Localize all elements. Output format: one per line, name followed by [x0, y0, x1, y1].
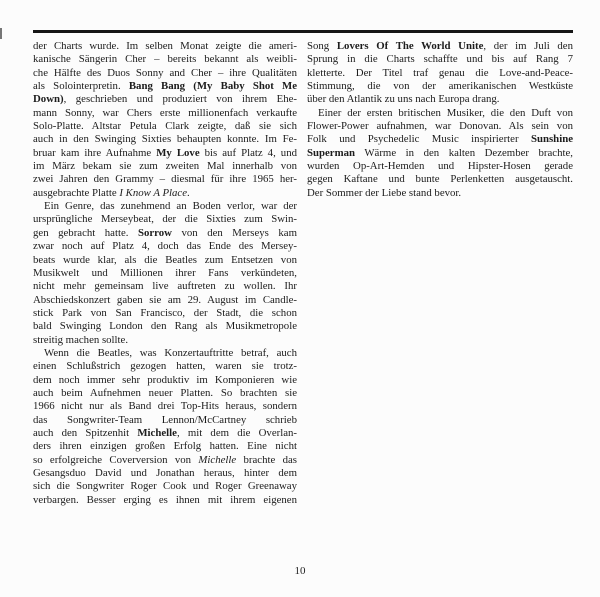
text-line: Wenn die Beatles, was Konzertauftritte betraf, auch: [44, 346, 297, 359]
text-line: kanische Sängerin Cher – bereits bekannt als weibli-: [33, 53, 297, 66]
text-column-right: [307, 40, 573, 200]
scan-artifact-left-edge: [0, 28, 2, 39]
text-column-left: [33, 40, 297, 507]
text-line: gegen Kaftane und bunte Perlenketten ausgetauscht.: [307, 173, 573, 186]
text-line: Abschiedskonzert gaben sie am 29. August im Candle-: [33, 293, 297, 306]
text-line: Einer der ersten britischen Musiker, die den Duft von: [318, 106, 573, 119]
text-line: Stimmung, die von der amerikanischen Westküste: [307, 80, 573, 93]
text-line: im März bekam sie zum zweiten Mal innerhalb von: [33, 160, 297, 173]
text-line: ursprüngliche Merseybeat, der die Sixties zum Swin-: [33, 213, 297, 226]
text-line: über den Atlantik zu uns nach Europa drang.: [307, 93, 500, 106]
text-line: che Hälfte des Duos Sonny and Cher – ihre Qualitäten: [33, 66, 297, 79]
text-line: nicht mehr gemeinsam live auftreten zu wollen. Ihr: [33, 280, 297, 293]
text-line: als Solointerpretin. Bang Bang (My Baby Shot Me: [33, 80, 297, 93]
text-line: 1966 nicht nur als Band drei Top-Hits heraus, sondern: [33, 400, 297, 413]
text-line: Song Lovers Of The World Unite, der im Juli den: [307, 40, 573, 52]
text-line: das Songwriter-Team Lennon/McCartney schrieb: [33, 413, 297, 426]
text-line: beats wurde klar, als die Beatles zum Entsetzen von: [33, 253, 297, 266]
text-line: auch den Spitzenhit Michelle, mit dem die Overlan-: [33, 426, 297, 439]
text-line: streitig machen sollte.: [33, 333, 129, 346]
header-rule: [33, 30, 573, 33]
text-line: wurden Op-Art-Hemden und Hipster-Hosen gerade: [307, 160, 573, 173]
text-line: gen gebracht hatte. Sorrow von den Merseys kam: [33, 226, 297, 239]
text-line: verbargen. Besser erging es ihnen mit ihrem eigenen: [33, 493, 297, 506]
text-line: stick Park von San Francisco, der Stadt, die schon: [33, 306, 297, 319]
text-line: Superman Wärme in den kalten Dezember brachte,: [307, 146, 573, 159]
text-line: ders ihren einzigen großen Erfolg hatten. Eine nicht: [33, 440, 297, 453]
text-line: Gesangsduo David und Jonathan heraus, hinter dem: [33, 467, 297, 479]
text-line: ausgebrachte Platte I Know A Place.: [33, 186, 190, 199]
text-line: Sprung in die Charts schaffte und bis auf Rang 7: [307, 53, 573, 66]
text-line: bruar kam ihre Aufnahme My Love bis auf Platz 4, und: [33, 146, 297, 159]
text-line: mann Sonny, war Chers erste millionenfach verkaufte: [33, 106, 297, 119]
text-line: Der Sommer der Liebe stand bevor.: [307, 186, 462, 199]
text-line: sich die Songwriter Roger Cook und Roger Greenaway: [33, 480, 297, 493]
text-line: Folk und Psychedelic Music inspirierter Sunshine: [307, 133, 573, 146]
text-line: auch in den Swinging Sixties behaupten konnte. Im Fe-: [33, 133, 297, 146]
text-line: so erfolgreiche Coverversion von Michelle brachte das: [33, 453, 297, 466]
page-number: 10: [294, 565, 306, 577]
text-line: dem noch immer sehr produktiv im Komponieren wie: [33, 373, 297, 386]
text-line: zwar noch auf Platz 4, doch das Ende des Mersey-: [33, 240, 297, 253]
text-line: Flower-Power aufnahmen, war Donovan. Als sein von: [307, 120, 573, 133]
text-line: einen Schlußstrich gezogen hatten, waren sie trotz-: [33, 360, 297, 373]
text-line: Down), geschrieben und produziert von ihrem Ehe-: [33, 93, 297, 106]
text-line: bald Swinging London den Rang als Musikmetropole: [33, 320, 297, 333]
text-line: Solo-Platte. Altstar Petula Clark zeigte, daß sie sich: [33, 120, 297, 133]
text-line: auch beim Aufnehmen neuer Platten. So brachten sie: [33, 386, 297, 399]
text-line: Musikwelt und Millionen ihrer Fans verkündeten,: [33, 266, 297, 279]
text-line: der Charts wurde. Im selben Monat zeigte die ameri-: [33, 40, 297, 52]
text-line: Ein Genre, das zunehmend an Boden verlor, war der: [44, 200, 297, 213]
text-line: kletterte. Der Titel traf genau die Love-and-Peace-: [307, 66, 573, 79]
text-line: zwei Jahren den Grammy – diesmal für ihre 1965 her-: [33, 173, 297, 186]
